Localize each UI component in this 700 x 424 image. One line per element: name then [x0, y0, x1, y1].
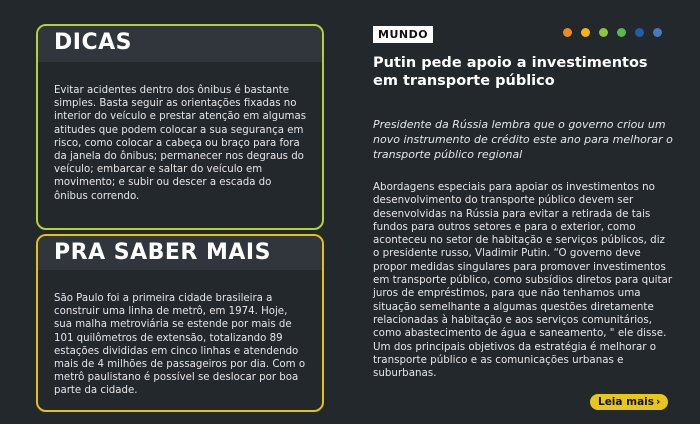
dicas-box — [36, 24, 324, 230]
article-body: Abordagens especiais para apoiar os investimentos no desenvolvimento do transporte público devem ser desenvolvidas na Rússia para evitar a retirada de tais fundos para outros setores e para o exterior, como aconteceu no setor de habitação e serviços públicos, diz o presidente russo, Vladimir Putin. “O governo deve propor medidas singulares para promover investimentos em transporte público, como subsídios diretos para quitar juros de empréstimos, para que não tenhamos uma situação semelhante a algumas questões diretamente relacionadas à habitação e aos serviços comunitários, como abastecimento de água e saneamento, " ele disse. Um dos principais objetivos da estratégia é melhorar o transporte público e as comunicações urbanas e suburbanas. — [373, 181, 673, 380]
chevron-right-icon: › — [656, 396, 661, 408]
read-more-label: Leia mais — [598, 396, 655, 408]
dot-blue — [653, 28, 662, 37]
dicas-header — [38, 26, 322, 62]
dicas-text: Evitar acidentes dentro dos ônibus é bastante simples. Basta seguir as orientações fixadas no interior do veículo e prestar atenção em algumas atitudes que podem colocar a sua segurança em risco, como colocar a cabeça ou braço para fora da janela do ônibus; permanecer nos degraus do veículo; embarcar e saltar do veículo em movimento; e subir ou descer a escada do ônibus correndo. — [54, 85, 307, 202]
pra-saber-mais-title: PRA SABER MAIS — [54, 240, 271, 265]
dot-orange — [563, 28, 572, 37]
dot-yellow — [581, 28, 590, 37]
pra-saber-mais-text: São Paulo foi a primeira cidade brasileira a construir uma linha de metrô, em 1974. Hoje, sua malha metroviária se estende por mais de 101 quilômetros de extensão, totalizando 89 estações divididas em cinco linhas e atendendo mais de 4 milhões de passageiros por dia. Com o metrô paulistano é possível se deslocar por boa parte da cidade. — [54, 293, 306, 397]
pra-saber-mais-box — [36, 234, 324, 412]
article-headline[interactable]: Putin pede apoio a investimentos em transporte público — [373, 55, 648, 89]
dot-dark-blue — [635, 28, 644, 37]
read-more-button[interactable] — [590, 394, 668, 410]
dicas-title: DICAS — [54, 30, 132, 55]
article-subtitle: Presidente da Rússia lembra que o governo criou um novo instrumento de crédito este ano para melhorar o transporte público regional — [373, 118, 673, 161]
dot-light-green — [599, 28, 608, 37]
pra-saber-mais-header — [38, 236, 322, 270]
section-tag: MUNDO — [373, 26, 433, 43]
dot-green — [617, 28, 626, 37]
